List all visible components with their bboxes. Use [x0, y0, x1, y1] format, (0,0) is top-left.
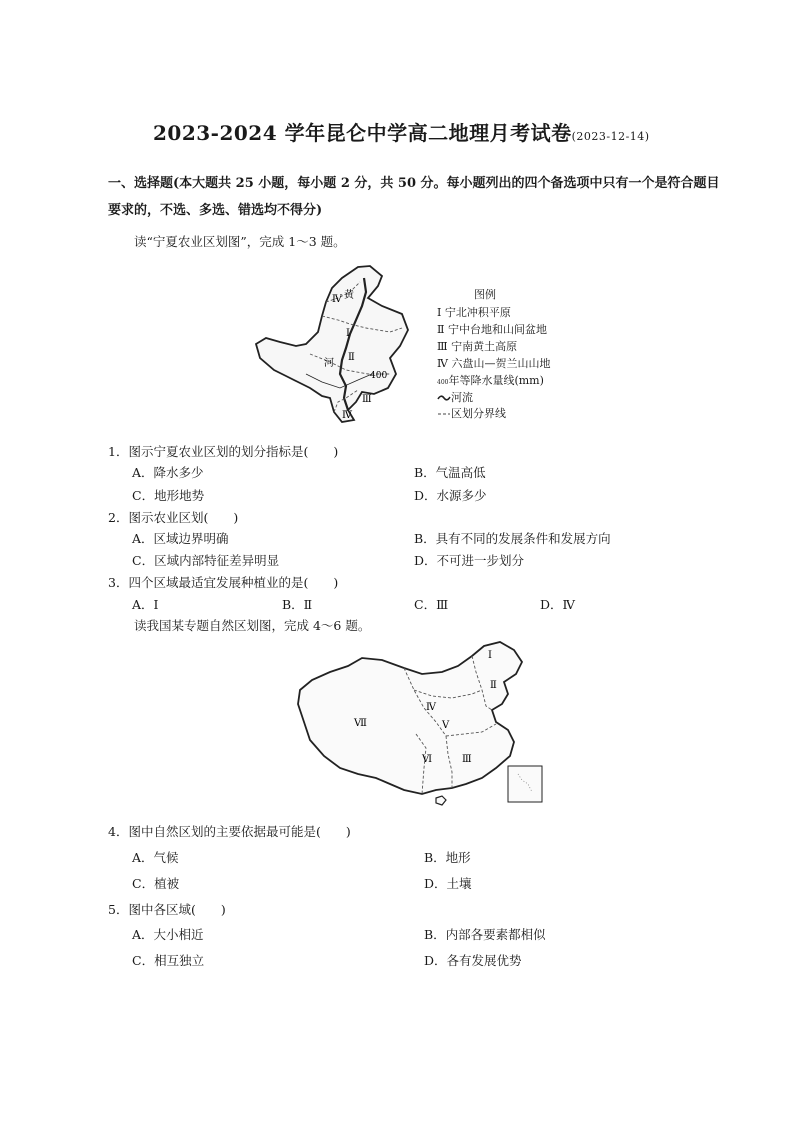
label-isohyet-400: 400 [370, 371, 388, 381]
question-3-option-b: B．Ⅱ [282, 597, 313, 612]
question-5-option-d: D．各有发展优势 [424, 953, 522, 968]
isohyet-symbol: 400 [437, 379, 449, 386]
legend-item-region-4: Ⅳ 六盘山—贺兰山山地 [437, 357, 551, 370]
ningxia-agriculture-map [250, 262, 420, 424]
river-symbol-icon [437, 393, 451, 403]
exam-date: (2023-12-14) [571, 130, 650, 143]
question-2-option-c: C．区域内部特征差异明显 [132, 553, 280, 568]
exam-title-text: 2023-2024 学年昆仑中学高二地理月考试卷 [153, 121, 572, 145]
legend-title: 图例 [474, 288, 496, 301]
question-1-option-c: C．地形地势 [132, 488, 205, 503]
question-1-option-d: D．水源多少 [414, 488, 487, 503]
question-3-stem: 3．四个区域最适宜发展种植业的是( ) [108, 575, 339, 590]
question-1-option-a: A．降水多少 [132, 465, 204, 480]
question-5-option-c: C．相互独立 [132, 953, 205, 968]
label-region-1: Ⅰ [488, 650, 492, 661]
intro-questions-1-3: 读“宁夏农业区划图”，完成 1～3 题。 [134, 234, 346, 249]
label-region-3: Ⅲ [462, 754, 472, 765]
ningxia-outline [256, 266, 408, 422]
label-region-3: Ⅲ [362, 394, 372, 405]
label-river-huang: 黄 [344, 290, 354, 301]
question-1-stem: 1．图示宁夏农业区划的划分指标是( ) [108, 444, 339, 459]
question-5-option-b: B．内部各要素都相似 [424, 927, 546, 942]
question-4-option-c: C．植被 [132, 876, 180, 891]
question-3-option-c: C．Ⅲ [414, 597, 449, 612]
question-2-option-a: A．区域边界明确 [132, 531, 229, 546]
legend-item-isohyet [437, 372, 544, 388]
china-natural-region-map [296, 638, 546, 808]
question-3-option-a: A．Ⅰ [132, 597, 159, 612]
legend-item-river [437, 389, 473, 405]
label-region-4b: Ⅳ [342, 410, 352, 421]
legend-item-boundary [437, 405, 506, 421]
question-5-stem: 5．图中各区域( ) [108, 902, 226, 917]
question-2-option-d: D．不可进一步划分 [414, 553, 525, 568]
label-region-1: Ⅰ [346, 328, 350, 339]
question-1-option-b: B．气温高低 [414, 465, 486, 480]
intro-questions-4-6: 读我国某专题自然区划图，完成 4～6 题。 [134, 618, 371, 633]
label-region-2: Ⅱ [490, 680, 497, 691]
isohyet-label: 年等降水量线(mm) [448, 374, 544, 387]
legend-item-region-3: Ⅲ 宁南黄土高原 [437, 340, 518, 353]
label-region-5: Ⅴ [442, 720, 450, 731]
boundary-symbol-icon [437, 409, 451, 419]
question-4-option-d: D．土壤 [424, 876, 472, 891]
section-heading-line1: 一、选择题(本大题共 25 小题，每小题 2 分，共 50 分。每小题列出的四个备选项中只有一个是符合题目 [108, 176, 720, 191]
label-river-he: 河 [324, 358, 334, 369]
question-2-stem: 2．图示农业区划( ) [108, 510, 239, 525]
exam-title [153, 117, 650, 146]
china-outline [298, 642, 522, 794]
legend-item-region-1: Ⅰ 宁北冲积平原 [437, 306, 511, 319]
label-region-6: Ⅵ [422, 754, 433, 765]
section-heading-line2: 要求的，不选、多选、错选均不得分) [108, 203, 323, 218]
legend-item-region-2: Ⅱ 宁中台地和山间盆地 [437, 323, 547, 336]
boundary-label: 区划分界线 [451, 407, 506, 420]
question-4-option-b: B．地形 [424, 850, 471, 865]
label-region-4: Ⅳ [426, 702, 436, 713]
question-4-stem: 4．图中自然区划的主要依据最可能是( ) [108, 824, 351, 839]
question-5-option-a: A．大小相近 [132, 927, 204, 942]
label-region-4a: Ⅳ [332, 294, 342, 305]
label-region-2: Ⅱ [348, 352, 355, 363]
question-3-option-d: D．Ⅳ [540, 597, 576, 612]
river-label: 河流 [451, 391, 473, 404]
question-4-option-a: A．气候 [132, 850, 179, 865]
question-2-option-b: B．具有不同的发展条件和发展方向 [414, 531, 611, 546]
label-region-7: Ⅶ [354, 718, 367, 729]
hainan-island [436, 796, 446, 805]
south-china-sea-inset [508, 766, 542, 802]
